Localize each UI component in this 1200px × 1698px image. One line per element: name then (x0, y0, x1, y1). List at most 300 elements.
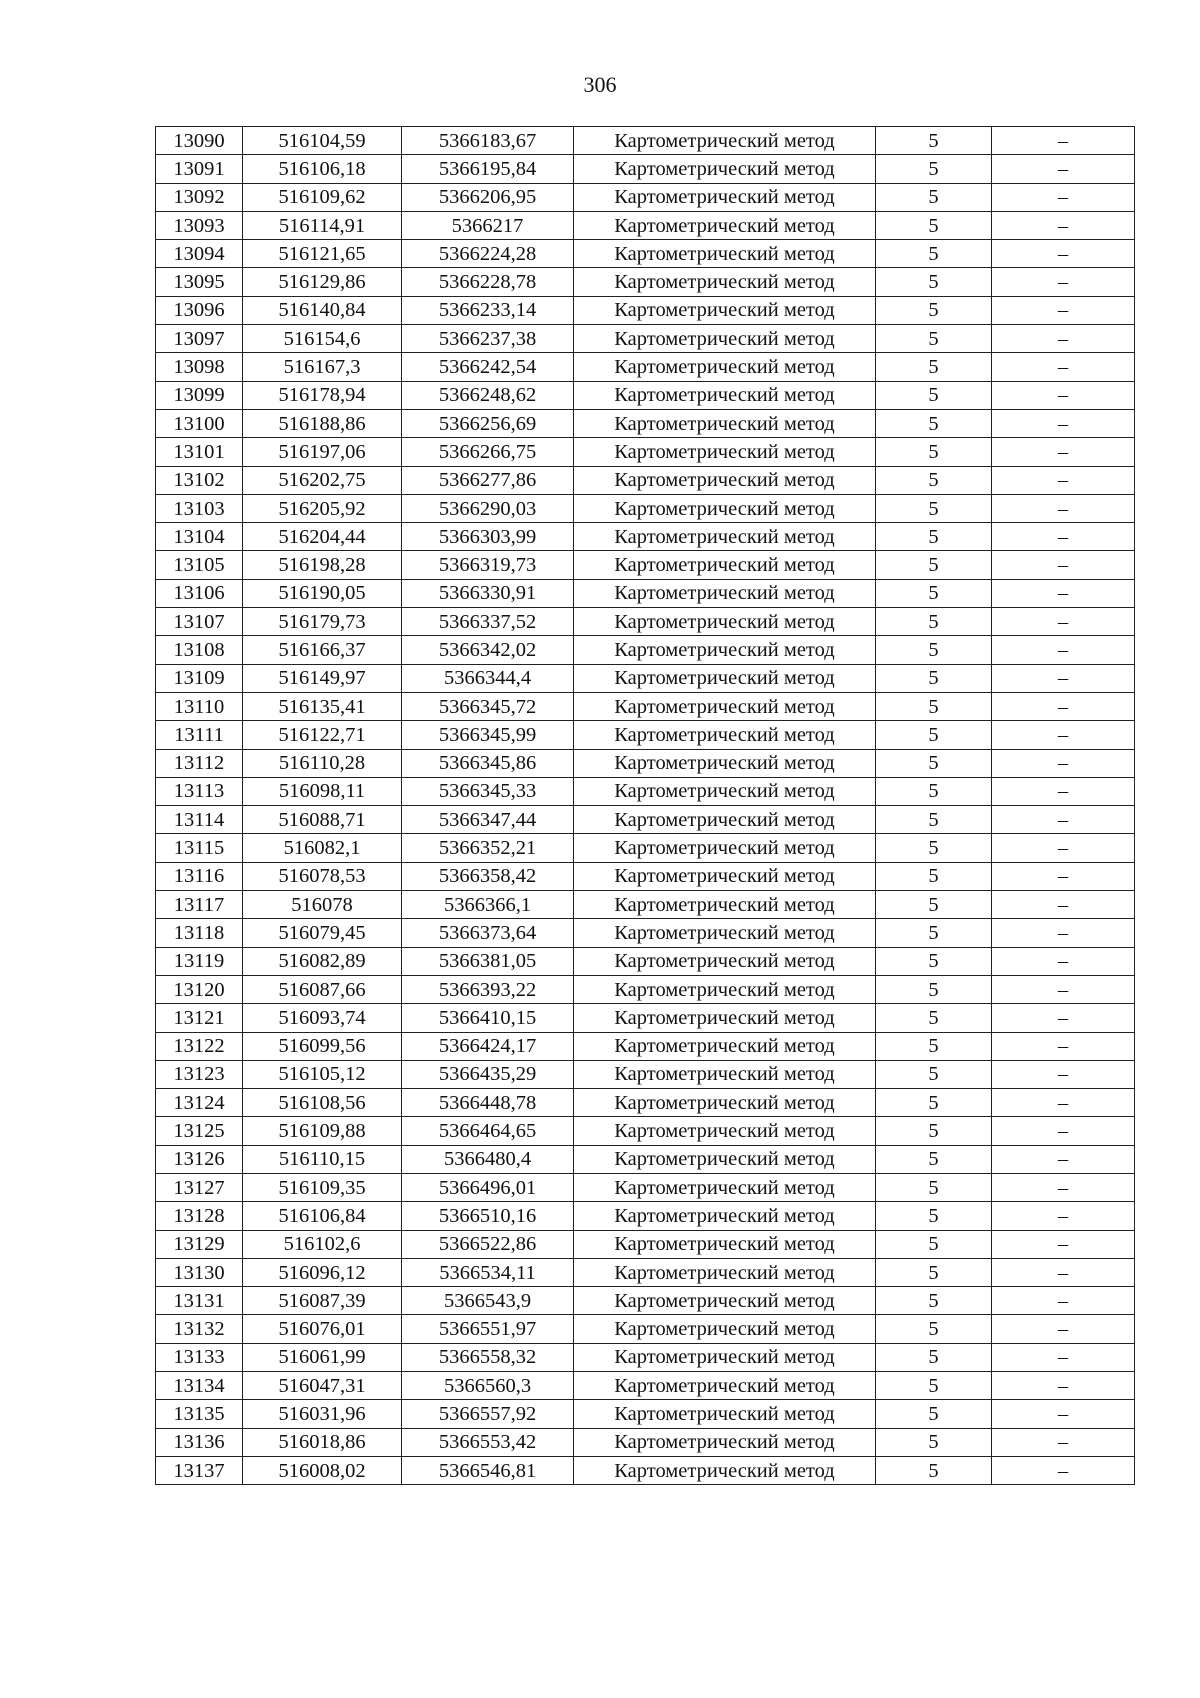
point-number-cell: 13110 (156, 692, 243, 720)
x-coordinate-cell: 516205,92 (243, 494, 402, 522)
description-cell: – (992, 1456, 1135, 1484)
y-coordinate-cell: 5366330,91 (402, 579, 574, 607)
method-cell: Картометрический метод (574, 325, 876, 353)
y-coordinate-cell: 5366435,29 (402, 1060, 574, 1088)
method-cell: Картометрический метод (574, 240, 876, 268)
description-cell: – (992, 1004, 1135, 1032)
y-coordinate-cell: 5366345,33 (402, 777, 574, 805)
description-cell: – (992, 1372, 1135, 1400)
point-number-cell: 13107 (156, 608, 243, 636)
point-number-cell: 13135 (156, 1400, 243, 1428)
accuracy-cell: 5 (876, 1145, 992, 1173)
point-number-cell: 13123 (156, 1060, 243, 1088)
x-coordinate-cell: 516018,86 (243, 1428, 402, 1456)
table-row (156, 466, 1135, 494)
x-coordinate-cell: 516096,12 (243, 1258, 402, 1286)
point-number-cell: 13100 (156, 409, 243, 437)
table-row (156, 692, 1135, 720)
method-cell: Картометрический метод (574, 1258, 876, 1286)
method-cell: Картометрический метод (574, 806, 876, 834)
table-row (156, 1428, 1135, 1456)
point-number-cell: 13130 (156, 1258, 243, 1286)
y-coordinate-cell: 5366183,67 (402, 127, 574, 155)
point-number-cell: 13125 (156, 1117, 243, 1145)
table-row (156, 1343, 1135, 1371)
y-coordinate-cell: 5366496,01 (402, 1173, 574, 1201)
method-cell: Картометрический метод (574, 777, 876, 805)
table-row (156, 721, 1135, 749)
point-number-cell: 13133 (156, 1343, 243, 1371)
point-number-cell: 13112 (156, 749, 243, 777)
description-cell: – (992, 919, 1135, 947)
accuracy-cell: 5 (876, 466, 992, 494)
y-coordinate-cell: 5366373,64 (402, 919, 574, 947)
method-cell: Картометрический метод (574, 749, 876, 777)
y-coordinate-cell: 5366337,52 (402, 608, 574, 636)
method-cell: Картометрический метод (574, 381, 876, 409)
description-cell: – (992, 1089, 1135, 1117)
method-cell: Картометрический метод (574, 1456, 876, 1484)
description-cell: – (992, 409, 1135, 437)
table-row (156, 1315, 1135, 1343)
accuracy-cell: 5 (876, 1428, 992, 1456)
accuracy-cell: 5 (876, 1400, 992, 1428)
point-number-cell: 13134 (156, 1372, 243, 1400)
description-cell: – (992, 353, 1135, 381)
point-number-cell: 13111 (156, 721, 243, 749)
description-cell: – (992, 1117, 1135, 1145)
x-coordinate-cell: 516088,71 (243, 806, 402, 834)
table-row (156, 1032, 1135, 1060)
point-number-cell: 13121 (156, 1004, 243, 1032)
point-number-cell: 13115 (156, 834, 243, 862)
method-cell: Картометрический метод (574, 1032, 876, 1060)
table-row (156, 834, 1135, 862)
method-cell: Картометрический метод (574, 268, 876, 296)
point-number-cell: 13137 (156, 1456, 243, 1484)
table-row (156, 579, 1135, 607)
x-coordinate-cell: 516167,3 (243, 353, 402, 381)
x-coordinate-cell: 516104,59 (243, 127, 402, 155)
table-row (156, 749, 1135, 777)
table-row (156, 1456, 1135, 1484)
accuracy-cell: 5 (876, 551, 992, 579)
accuracy-cell: 5 (876, 692, 992, 720)
description-cell: – (992, 183, 1135, 211)
table-row (156, 551, 1135, 579)
y-coordinate-cell: 5366345,99 (402, 721, 574, 749)
x-coordinate-cell: 516031,96 (243, 1400, 402, 1428)
x-coordinate-cell: 516106,84 (243, 1202, 402, 1230)
x-coordinate-cell: 516129,86 (243, 268, 402, 296)
x-coordinate-cell: 516121,65 (243, 240, 402, 268)
accuracy-cell: 5 (876, 947, 992, 975)
method-cell: Картометрический метод (574, 1428, 876, 1456)
y-coordinate-cell: 5366424,17 (402, 1032, 574, 1060)
description-cell: – (992, 975, 1135, 1003)
method-cell: Картометрический метод (574, 692, 876, 720)
method-cell: Картометрический метод (574, 1372, 876, 1400)
method-cell: Картометрический метод (574, 183, 876, 211)
table-row (156, 438, 1135, 466)
method-cell: Картометрический метод (574, 891, 876, 919)
y-coordinate-cell: 5366248,62 (402, 381, 574, 409)
method-cell: Картометрический метод (574, 834, 876, 862)
x-coordinate-cell: 516076,01 (243, 1315, 402, 1343)
table-row (156, 862, 1135, 890)
method-cell: Картометрический метод (574, 1230, 876, 1258)
table-row (156, 183, 1135, 211)
y-coordinate-cell: 5366358,42 (402, 862, 574, 890)
coordinates-table-body (156, 127, 1135, 1485)
description-cell: – (992, 749, 1135, 777)
point-number-cell: 13120 (156, 975, 243, 1003)
table-row (156, 1060, 1135, 1088)
description-cell: – (992, 1400, 1135, 1428)
description-cell: – (992, 1230, 1135, 1258)
description-cell: – (992, 1060, 1135, 1088)
y-coordinate-cell: 5366366,1 (402, 891, 574, 919)
accuracy-cell: 5 (876, 579, 992, 607)
accuracy-cell: 5 (876, 1202, 992, 1230)
x-coordinate-cell: 516198,28 (243, 551, 402, 579)
point-number-cell: 13093 (156, 211, 243, 239)
x-coordinate-cell: 516082,89 (243, 947, 402, 975)
accuracy-cell: 5 (876, 1258, 992, 1286)
x-coordinate-cell: 516197,06 (243, 438, 402, 466)
description-cell: – (992, 1287, 1135, 1315)
method-cell: Картометрический метод (574, 975, 876, 1003)
table-row (156, 325, 1135, 353)
description-cell: – (992, 862, 1135, 890)
point-number-cell: 13097 (156, 325, 243, 353)
accuracy-cell: 5 (876, 636, 992, 664)
y-coordinate-cell: 5366290,03 (402, 494, 574, 522)
method-cell: Картометрический метод (574, 127, 876, 155)
method-cell: Картометрический метод (574, 1400, 876, 1428)
description-cell: – (992, 579, 1135, 607)
accuracy-cell: 5 (876, 409, 992, 437)
accuracy-cell: 5 (876, 127, 992, 155)
method-cell: Картометрический метод (574, 664, 876, 692)
accuracy-cell: 5 (876, 862, 992, 890)
accuracy-cell: 5 (876, 523, 992, 551)
table-row (156, 891, 1135, 919)
method-cell: Картометрический метод (574, 862, 876, 890)
x-coordinate-cell: 516108,56 (243, 1089, 402, 1117)
y-coordinate-cell: 5366277,86 (402, 466, 574, 494)
method-cell: Картометрический метод (574, 409, 876, 437)
point-number-cell: 13109 (156, 664, 243, 692)
y-coordinate-cell: 5366410,15 (402, 1004, 574, 1032)
accuracy-cell: 5 (876, 1060, 992, 1088)
y-coordinate-cell: 5366217 (402, 211, 574, 239)
description-cell: – (992, 692, 1135, 720)
method-cell: Картометрический метод (574, 466, 876, 494)
x-coordinate-cell: 516102,6 (243, 1230, 402, 1258)
accuracy-cell: 5 (876, 268, 992, 296)
point-number-cell: 13128 (156, 1202, 243, 1230)
description-cell: – (992, 608, 1135, 636)
accuracy-cell: 5 (876, 381, 992, 409)
x-coordinate-cell: 516087,66 (243, 975, 402, 1003)
table-row (156, 1145, 1135, 1173)
description-cell: – (992, 947, 1135, 975)
description-cell: – (992, 1032, 1135, 1060)
table-row (156, 211, 1135, 239)
description-cell: – (992, 1173, 1135, 1201)
y-coordinate-cell: 5366345,72 (402, 692, 574, 720)
accuracy-cell: 5 (876, 494, 992, 522)
table-row (156, 1258, 1135, 1286)
point-number-cell: 13127 (156, 1173, 243, 1201)
y-coordinate-cell: 5366256,69 (402, 409, 574, 437)
accuracy-cell: 5 (876, 1089, 992, 1117)
y-coordinate-cell: 5366546,81 (402, 1456, 574, 1484)
accuracy-cell: 5 (876, 1287, 992, 1315)
point-number-cell: 13118 (156, 919, 243, 947)
method-cell: Картометрический метод (574, 1004, 876, 1032)
description-cell: – (992, 211, 1135, 239)
point-number-cell: 13092 (156, 183, 243, 211)
page-number: 306 (583, 72, 617, 97)
accuracy-cell: 5 (876, 664, 992, 692)
table-row (156, 409, 1135, 437)
description-cell: – (992, 1428, 1135, 1456)
point-number-cell: 13101 (156, 438, 243, 466)
method-cell: Картометрический метод (574, 494, 876, 522)
table-row (156, 268, 1135, 296)
table-row (156, 777, 1135, 805)
y-coordinate-cell: 5366266,75 (402, 438, 574, 466)
point-number-cell: 13104 (156, 523, 243, 551)
table-row (156, 608, 1135, 636)
accuracy-cell: 5 (876, 325, 992, 353)
point-number-cell: 13102 (156, 466, 243, 494)
method-cell: Картометрический метод (574, 947, 876, 975)
description-cell: – (992, 268, 1135, 296)
point-number-cell: 13113 (156, 777, 243, 805)
y-coordinate-cell: 5366480,4 (402, 1145, 574, 1173)
point-number-cell: 13108 (156, 636, 243, 664)
accuracy-cell: 5 (876, 438, 992, 466)
method-cell: Картометрический метод (574, 608, 876, 636)
y-coordinate-cell: 5366448,78 (402, 1089, 574, 1117)
point-number-cell: 13136 (156, 1428, 243, 1456)
x-coordinate-cell: 516110,15 (243, 1145, 402, 1173)
description-cell: – (992, 551, 1135, 579)
table-row (156, 240, 1135, 268)
description-cell: – (992, 834, 1135, 862)
method-cell: Картометрический метод (574, 1173, 876, 1201)
table-row (156, 1230, 1135, 1258)
description-cell: – (992, 494, 1135, 522)
method-cell: Картометрический метод (574, 155, 876, 183)
y-coordinate-cell: 5366393,22 (402, 975, 574, 1003)
table-row (156, 1004, 1135, 1032)
description-cell: – (992, 1343, 1135, 1371)
y-coordinate-cell: 5366206,95 (402, 183, 574, 211)
description-cell: – (992, 664, 1135, 692)
point-number-cell: 13106 (156, 579, 243, 607)
point-number-cell: 13091 (156, 155, 243, 183)
point-number-cell: 13103 (156, 494, 243, 522)
method-cell: Картометрический метод (574, 1089, 876, 1117)
table-row (156, 494, 1135, 522)
y-coordinate-cell: 5366224,28 (402, 240, 574, 268)
description-cell: – (992, 1145, 1135, 1173)
point-number-cell: 13129 (156, 1230, 243, 1258)
method-cell: Картометрический метод (574, 1060, 876, 1088)
x-coordinate-cell: 516087,39 (243, 1287, 402, 1315)
point-number-cell: 13124 (156, 1089, 243, 1117)
point-number-cell: 13132 (156, 1315, 243, 1343)
method-cell: Картометрический метод (574, 1287, 876, 1315)
x-coordinate-cell: 516202,75 (243, 466, 402, 494)
method-cell: Картометрический метод (574, 551, 876, 579)
accuracy-cell: 5 (876, 1315, 992, 1343)
description-cell: – (992, 325, 1135, 353)
accuracy-cell: 5 (876, 183, 992, 211)
accuracy-cell: 5 (876, 721, 992, 749)
y-coordinate-cell: 5366553,42 (402, 1428, 574, 1456)
y-coordinate-cell: 5366347,44 (402, 806, 574, 834)
y-coordinate-cell: 5366534,11 (402, 1258, 574, 1286)
description-cell: – (992, 777, 1135, 805)
accuracy-cell: 5 (876, 975, 992, 1003)
accuracy-cell: 5 (876, 1117, 992, 1145)
table-row (156, 1089, 1135, 1117)
x-coordinate-cell: 516154,6 (243, 325, 402, 353)
point-number-cell: 13094 (156, 240, 243, 268)
accuracy-cell: 5 (876, 919, 992, 947)
y-coordinate-cell: 5366522,86 (402, 1230, 574, 1258)
y-coordinate-cell: 5366242,54 (402, 353, 574, 381)
x-coordinate-cell: 516082,1 (243, 834, 402, 862)
accuracy-cell: 5 (876, 806, 992, 834)
x-coordinate-cell: 516114,91 (243, 211, 402, 239)
point-number-cell: 13114 (156, 806, 243, 834)
x-coordinate-cell: 516122,71 (243, 721, 402, 749)
y-coordinate-cell: 5366237,38 (402, 325, 574, 353)
description-cell: – (992, 1202, 1135, 1230)
method-cell: Картометрический метод (574, 919, 876, 947)
accuracy-cell: 5 (876, 353, 992, 381)
method-cell: Картометрический метод (574, 1145, 876, 1173)
description-cell: – (992, 438, 1135, 466)
method-cell: Картометрический метод (574, 636, 876, 664)
x-coordinate-cell: 516105,12 (243, 1060, 402, 1088)
description-cell: – (992, 466, 1135, 494)
table-row (156, 1173, 1135, 1201)
method-cell: Картометрический метод (574, 1202, 876, 1230)
x-coordinate-cell: 516109,62 (243, 183, 402, 211)
table-row (156, 523, 1135, 551)
table-row (156, 1117, 1135, 1145)
table-row (156, 1287, 1135, 1315)
y-coordinate-cell: 5366344,4 (402, 664, 574, 692)
y-coordinate-cell: 5366557,92 (402, 1400, 574, 1428)
accuracy-cell: 5 (876, 240, 992, 268)
y-coordinate-cell: 5366464,65 (402, 1117, 574, 1145)
y-coordinate-cell: 5366228,78 (402, 268, 574, 296)
table-row (156, 1202, 1135, 1230)
x-coordinate-cell: 516061,99 (243, 1343, 402, 1371)
method-cell: Картометрический метод (574, 353, 876, 381)
method-cell: Картометрический метод (574, 579, 876, 607)
accuracy-cell: 5 (876, 608, 992, 636)
method-cell: Картометрический метод (574, 211, 876, 239)
description-cell: – (992, 721, 1135, 749)
x-coordinate-cell: 516079,45 (243, 919, 402, 947)
accuracy-cell: 5 (876, 155, 992, 183)
point-number-cell: 13099 (156, 381, 243, 409)
x-coordinate-cell: 516098,11 (243, 777, 402, 805)
description-cell: – (992, 523, 1135, 551)
description-cell: – (992, 296, 1135, 324)
x-coordinate-cell: 516106,18 (243, 155, 402, 183)
y-coordinate-cell: 5366303,99 (402, 523, 574, 551)
y-coordinate-cell: 5366560,3 (402, 1372, 574, 1400)
point-number-cell: 13117 (156, 891, 243, 919)
accuracy-cell: 5 (876, 1173, 992, 1201)
x-coordinate-cell: 516047,31 (243, 1372, 402, 1400)
accuracy-cell: 5 (876, 749, 992, 777)
x-coordinate-cell: 516008,02 (243, 1456, 402, 1484)
x-coordinate-cell: 516078,53 (243, 862, 402, 890)
table-row (156, 919, 1135, 947)
x-coordinate-cell: 516204,44 (243, 523, 402, 551)
point-number-cell: 13090 (156, 127, 243, 155)
point-number-cell: 13095 (156, 268, 243, 296)
accuracy-cell: 5 (876, 1032, 992, 1060)
table-row (156, 127, 1135, 155)
description-cell: – (992, 381, 1135, 409)
accuracy-cell: 5 (876, 1343, 992, 1371)
coordinates-table (155, 126, 1135, 1485)
y-coordinate-cell: 5366352,21 (402, 834, 574, 862)
table-row (156, 353, 1135, 381)
accuracy-cell: 5 (876, 891, 992, 919)
accuracy-cell: 5 (876, 296, 992, 324)
y-coordinate-cell: 5366381,05 (402, 947, 574, 975)
description-cell: – (992, 1258, 1135, 1286)
x-coordinate-cell: 516166,37 (243, 636, 402, 664)
table-row (156, 806, 1135, 834)
point-number-cell: 13119 (156, 947, 243, 975)
y-coordinate-cell: 5366233,14 (402, 296, 574, 324)
table-row (156, 947, 1135, 975)
method-cell: Картометрический метод (574, 1343, 876, 1371)
accuracy-cell: 5 (876, 834, 992, 862)
x-coordinate-cell: 516093,74 (243, 1004, 402, 1032)
y-coordinate-cell: 5366342,02 (402, 636, 574, 664)
table-row (156, 664, 1135, 692)
point-number-cell: 13096 (156, 296, 243, 324)
method-cell: Картометрический метод (574, 721, 876, 749)
point-number-cell: 13122 (156, 1032, 243, 1060)
x-coordinate-cell: 516179,73 (243, 608, 402, 636)
y-coordinate-cell: 5366510,16 (402, 1202, 574, 1230)
description-cell: – (992, 127, 1135, 155)
x-coordinate-cell: 516110,28 (243, 749, 402, 777)
x-coordinate-cell: 516188,86 (243, 409, 402, 437)
x-coordinate-cell: 516178,94 (243, 381, 402, 409)
x-coordinate-cell: 516190,05 (243, 579, 402, 607)
description-cell: – (992, 240, 1135, 268)
table-row (156, 636, 1135, 664)
accuracy-cell: 5 (876, 1372, 992, 1400)
